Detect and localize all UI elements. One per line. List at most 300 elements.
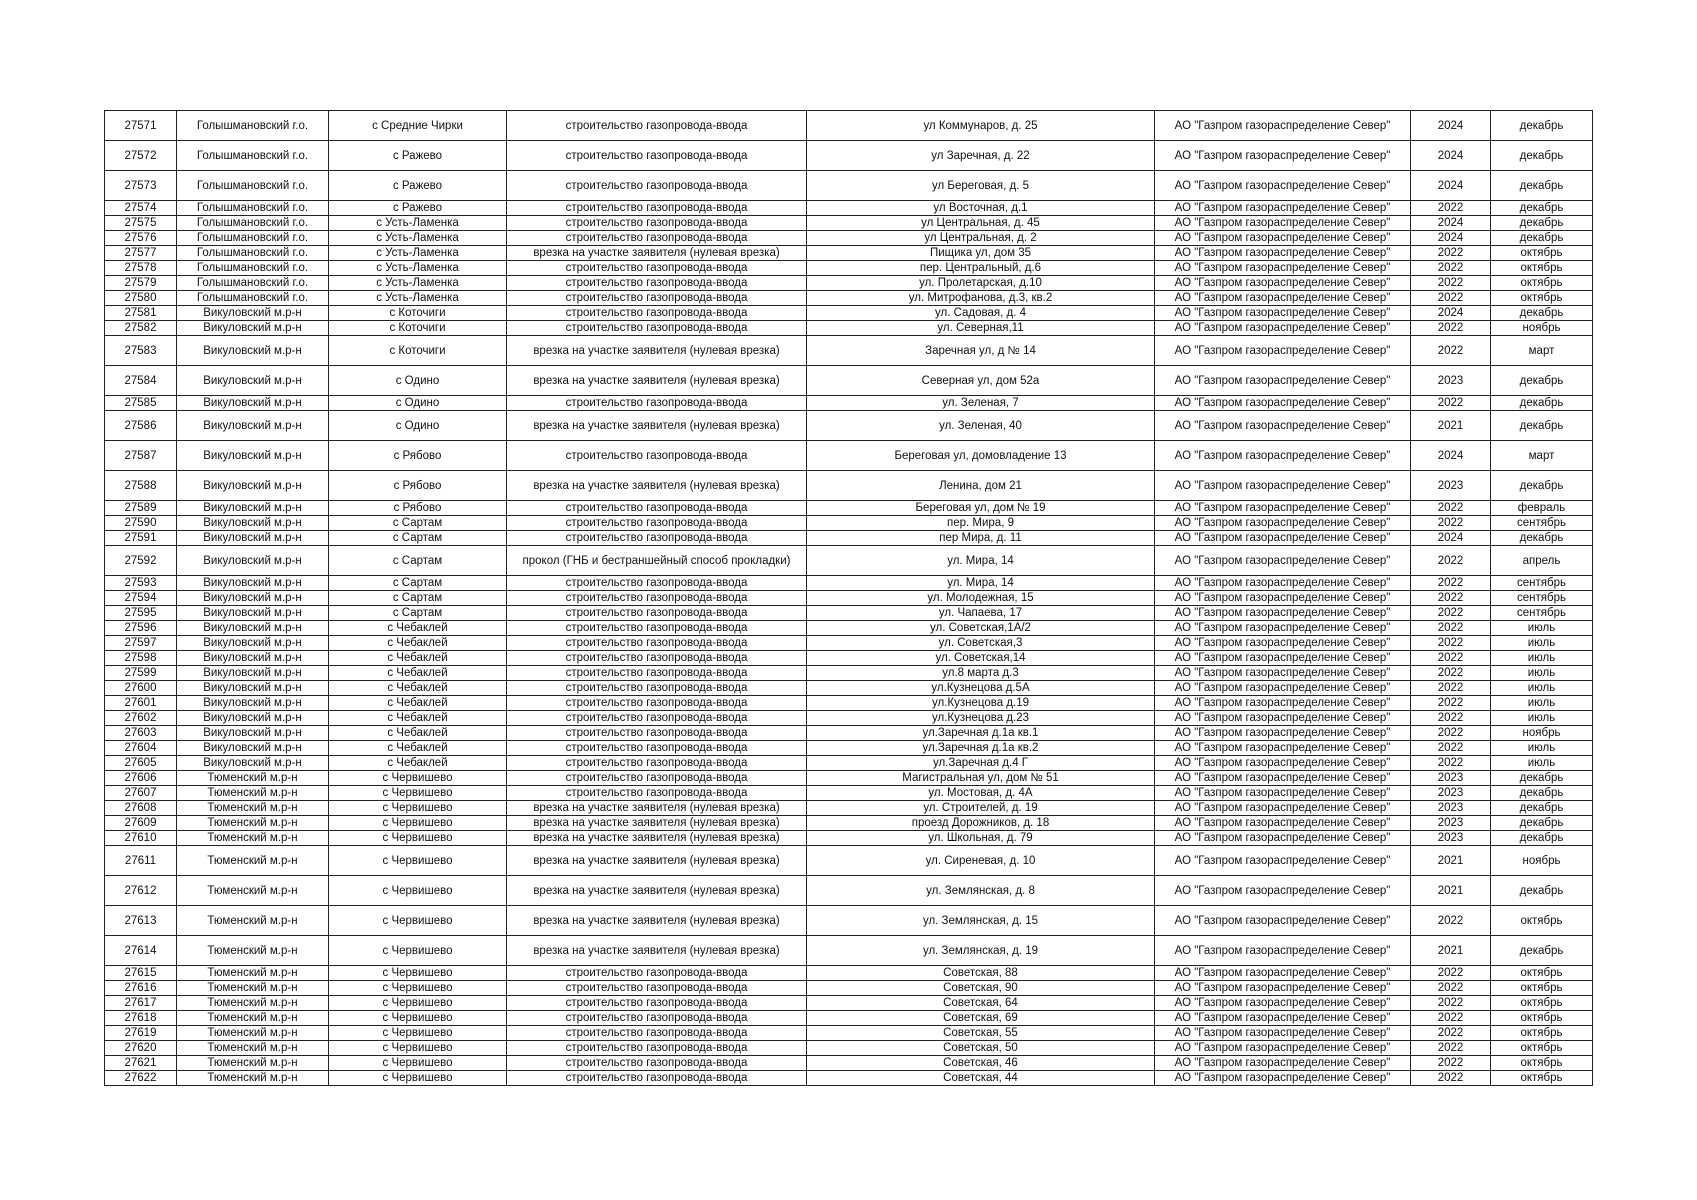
cell-work-type: строительство газопровода-ввода: [507, 741, 807, 756]
cell-settlement: с Червишево: [329, 936, 507, 966]
cell-district: Тюменский м.р-н: [177, 801, 329, 816]
cell-settlement: с Сартам: [329, 576, 507, 591]
cell-address: ул. Пролетарская, д.10: [807, 276, 1155, 291]
cell-district: Голышмановский г.о.: [177, 216, 329, 231]
cell-id: 27620: [105, 1041, 177, 1056]
cell-year: 2022: [1411, 201, 1491, 216]
table-row: [105, 291, 1593, 306]
cell-id: 27602: [105, 711, 177, 726]
table-row: [105, 441, 1593, 471]
cell-month: декабрь: [1491, 396, 1593, 411]
cell-organization: АО "Газпром газораспределение Север": [1155, 171, 1411, 201]
cell-organization: АО "Газпром газораспределение Север": [1155, 681, 1411, 696]
cell-address: ул.Заречная д.4 Г: [807, 756, 1155, 771]
cell-settlement: с Усть-Ламенка: [329, 216, 507, 231]
cell-address: ул.8 марта д.3: [807, 666, 1155, 681]
cell-id: 27587: [105, 441, 177, 471]
cell-address: Советская, 44: [807, 1071, 1155, 1086]
cell-year: 2023: [1411, 831, 1491, 846]
cell-organization: АО "Газпром газораспределение Север": [1155, 216, 1411, 231]
cell-district: Викуловский м.р-н: [177, 516, 329, 531]
cell-id: 27583: [105, 336, 177, 366]
cell-work-type: строительство газопровода-ввода: [507, 1056, 807, 1071]
cell-year: 2022: [1411, 1026, 1491, 1041]
cell-year: 2022: [1411, 651, 1491, 666]
cell-work-type: строительство газопровода-ввода: [507, 636, 807, 651]
cell-district: Голышмановский г.о.: [177, 276, 329, 291]
cell-month: июль: [1491, 711, 1593, 726]
table-row: [105, 741, 1593, 756]
table-row: [105, 606, 1593, 621]
cell-address: ул. Сиреневая, д. 10: [807, 846, 1155, 876]
cell-month: декабрь: [1491, 111, 1593, 141]
cell-year: 2024: [1411, 441, 1491, 471]
cell-work-type: строительство газопровода-ввода: [507, 711, 807, 726]
cell-work-type: строительство газопровода-ввода: [507, 231, 807, 246]
cell-year: 2022: [1411, 336, 1491, 366]
cell-year: 2022: [1411, 516, 1491, 531]
cell-settlement: с Червишево: [329, 1071, 507, 1086]
cell-month: декабрь: [1491, 936, 1593, 966]
cell-settlement: с Червишево: [329, 1011, 507, 1026]
cell-organization: АО "Газпром газораспределение Север": [1155, 651, 1411, 666]
cell-organization: АО "Газпром газораспределение Север": [1155, 546, 1411, 576]
cell-id: 27606: [105, 771, 177, 786]
cell-year: 2022: [1411, 261, 1491, 276]
table-row: [105, 981, 1593, 996]
table-row: [105, 756, 1593, 771]
cell-organization: АО "Газпром газораспределение Север": [1155, 111, 1411, 141]
cell-month: ноябрь: [1491, 846, 1593, 876]
cell-district: Тюменский м.р-н: [177, 816, 329, 831]
cell-settlement: с Червишево: [329, 1056, 507, 1071]
cell-id: 27585: [105, 396, 177, 411]
cell-address: Советская, 69: [807, 1011, 1155, 1026]
cell-organization: АО "Газпром газораспределение Север": [1155, 1011, 1411, 1026]
cell-organization: АО "Газпром газораспределение Север": [1155, 1056, 1411, 1071]
table-row: [105, 231, 1593, 246]
cell-settlement: с Сартам: [329, 546, 507, 576]
cell-work-type: строительство газопровода-ввода: [507, 306, 807, 321]
cell-address: ул. Советская,1А/2: [807, 621, 1155, 636]
cell-organization: АО "Газпром газораспределение Север": [1155, 741, 1411, 756]
cell-address: ул.Кузнецова д.23: [807, 711, 1155, 726]
cell-month: ноябрь: [1491, 321, 1593, 336]
cell-address: ул Восточная, д.1: [807, 201, 1155, 216]
cell-organization: АО "Газпром газораспределение Север": [1155, 816, 1411, 831]
table-row: [105, 171, 1593, 201]
cell-district: Викуловский м.р-н: [177, 396, 329, 411]
cell-district: Викуловский м.р-н: [177, 306, 329, 321]
cell-id: 27612: [105, 876, 177, 906]
cell-year: 2022: [1411, 1041, 1491, 1056]
cell-address: Советская, 55: [807, 1026, 1155, 1041]
cell-organization: АО "Газпром газораспределение Север": [1155, 591, 1411, 606]
cell-work-type: строительство газопровода-ввода: [507, 651, 807, 666]
cell-year: 2022: [1411, 966, 1491, 981]
cell-settlement: с Коточиги: [329, 321, 507, 336]
table-row: [105, 726, 1593, 741]
cell-month: июль: [1491, 666, 1593, 681]
cell-month: февраль: [1491, 501, 1593, 516]
cell-year: 2024: [1411, 216, 1491, 231]
cell-organization: АО "Газпром газораспределение Север": [1155, 771, 1411, 786]
cell-year: 2022: [1411, 501, 1491, 516]
cell-id: 27616: [105, 981, 177, 996]
cell-month: декабрь: [1491, 141, 1593, 171]
cell-settlement: с Рябово: [329, 501, 507, 516]
cell-id: 27610: [105, 831, 177, 846]
cell-address: ул.Заречная д.1а кв.1: [807, 726, 1155, 741]
table-row: [105, 516, 1593, 531]
cell-year: 2022: [1411, 276, 1491, 291]
cell-organization: АО "Газпром газораспределение Север": [1155, 1071, 1411, 1086]
cell-address: ул. Советская,14: [807, 651, 1155, 666]
cell-district: Викуловский м.р-н: [177, 471, 329, 501]
table-row: [105, 636, 1593, 651]
cell-organization: АО "Газпром газораспределение Север": [1155, 366, 1411, 396]
table-row: [105, 336, 1593, 366]
cell-month: июль: [1491, 696, 1593, 711]
cell-month: декабрь: [1491, 531, 1593, 546]
cell-district: Тюменский м.р-н: [177, 831, 329, 846]
cell-settlement: с Чебаклей: [329, 621, 507, 636]
cell-work-type: строительство газопровода-ввода: [507, 756, 807, 771]
table-row: [105, 276, 1593, 291]
cell-settlement: с Одино: [329, 396, 507, 411]
cell-month: декабрь: [1491, 816, 1593, 831]
cell-work-type: строительство газопровода-ввода: [507, 276, 807, 291]
cell-id: 27600: [105, 681, 177, 696]
cell-address: ул Коммунаров, д. 25: [807, 111, 1155, 141]
cell-address: ул. Митрофанова, д.3, кв.2: [807, 291, 1155, 306]
cell-year: 2024: [1411, 171, 1491, 201]
cell-work-type: строительство газопровода-ввода: [507, 261, 807, 276]
cell-month: декабрь: [1491, 876, 1593, 906]
table-row: [105, 996, 1593, 1011]
cell-work-type: врезка на участке заявителя (нулевая врезка): [507, 936, 807, 966]
cell-work-type: врезка на участке заявителя (нулевая врезка): [507, 876, 807, 906]
cell-id: 27571: [105, 111, 177, 141]
cell-year: 2021: [1411, 876, 1491, 906]
cell-organization: АО "Газпром газораспределение Север": [1155, 606, 1411, 621]
cell-id: 27576: [105, 231, 177, 246]
cell-work-type: строительство газопровода-ввода: [507, 1041, 807, 1056]
cell-settlement: с Чебаклей: [329, 696, 507, 711]
cell-address: ул. Мостовая, д. 4А: [807, 786, 1155, 801]
cell-settlement: с Усть-Ламенка: [329, 291, 507, 306]
cell-work-type: прокол (ГНБ и бестраншейный способ прокладки): [507, 546, 807, 576]
cell-settlement: с Червишево: [329, 831, 507, 846]
cell-organization: АО "Газпром газораспределение Север": [1155, 726, 1411, 741]
cell-id: 27572: [105, 141, 177, 171]
cell-id: 27599: [105, 666, 177, 681]
table-row: [105, 1056, 1593, 1071]
cell-year: 2022: [1411, 906, 1491, 936]
cell-settlement: с Червишево: [329, 906, 507, 936]
cell-organization: АО "Газпром газораспределение Север": [1155, 936, 1411, 966]
cell-id: 27617: [105, 996, 177, 1011]
table-body: [105, 111, 1593, 1086]
cell-month: декабрь: [1491, 366, 1593, 396]
cell-id: 27582: [105, 321, 177, 336]
cell-month: октябрь: [1491, 1056, 1593, 1071]
cell-month: декабрь: [1491, 216, 1593, 231]
cell-month: октябрь: [1491, 261, 1593, 276]
table-row: [105, 846, 1593, 876]
cell-settlement: с Рябово: [329, 441, 507, 471]
cell-year: 2022: [1411, 741, 1491, 756]
cell-work-type: строительство газопровода-ввода: [507, 201, 807, 216]
cell-month: октябрь: [1491, 996, 1593, 1011]
cell-organization: АО "Газпром газораспределение Север": [1155, 441, 1411, 471]
cell-address: ул. Землянская, д. 15: [807, 906, 1155, 936]
cell-year: 2022: [1411, 636, 1491, 651]
cell-month: декабрь: [1491, 831, 1593, 846]
cell-district: Викуловский м.р-н: [177, 336, 329, 366]
cell-district: Голышмановский г.о.: [177, 246, 329, 261]
cell-district: Голышмановский г.о.: [177, 201, 329, 216]
cell-settlement: с Усть-Ламенка: [329, 276, 507, 291]
cell-address: Советская, 50: [807, 1041, 1155, 1056]
cell-work-type: врезка на участке заявителя (нулевая врезка): [507, 336, 807, 366]
cell-year: 2022: [1411, 621, 1491, 636]
cell-year: 2022: [1411, 681, 1491, 696]
table-row: [105, 141, 1593, 171]
cell-settlement: с Коточиги: [329, 306, 507, 321]
cell-year: 2023: [1411, 786, 1491, 801]
cell-id: 27601: [105, 696, 177, 711]
cell-id: 27573: [105, 171, 177, 201]
cell-year: 2022: [1411, 591, 1491, 606]
cell-id: 27604: [105, 741, 177, 756]
cell-year: 2022: [1411, 996, 1491, 1011]
cell-district: Викуловский м.р-н: [177, 711, 329, 726]
cell-organization: АО "Газпром газораспределение Север": [1155, 756, 1411, 771]
cell-year: 2022: [1411, 291, 1491, 306]
cell-district: Викуловский м.р-н: [177, 546, 329, 576]
cell-month: март: [1491, 336, 1593, 366]
cell-work-type: строительство газопровода-ввода: [507, 501, 807, 516]
cell-address: ул. Зеленая, 40: [807, 411, 1155, 441]
cell-month: июль: [1491, 756, 1593, 771]
cell-settlement: с Средние Чирки: [329, 111, 507, 141]
cell-organization: АО "Газпром газораспределение Север": [1155, 906, 1411, 936]
cell-month: октябрь: [1491, 291, 1593, 306]
cell-work-type: строительство газопровода-ввода: [507, 966, 807, 981]
cell-settlement: с Чебаклей: [329, 711, 507, 726]
table-row: [105, 906, 1593, 936]
cell-year: 2022: [1411, 1011, 1491, 1026]
cell-address: ул Центральная, д. 45: [807, 216, 1155, 231]
cell-district: Викуловский м.р-н: [177, 666, 329, 681]
cell-organization: АО "Газпром газораспределение Север": [1155, 261, 1411, 276]
cell-settlement: с Сартам: [329, 591, 507, 606]
cell-id: 27605: [105, 756, 177, 771]
cell-id: 27622: [105, 1071, 177, 1086]
cell-district: Викуловский м.р-н: [177, 366, 329, 396]
cell-id: 27607: [105, 786, 177, 801]
table-row: [105, 111, 1593, 141]
cell-organization: АО "Газпром газораспределение Север": [1155, 276, 1411, 291]
cell-work-type: строительство газопровода-ввода: [507, 516, 807, 531]
cell-organization: АО "Газпром газораспределение Север": [1155, 801, 1411, 816]
cell-settlement: с Чебаклей: [329, 726, 507, 741]
cell-settlement: с Червишево: [329, 966, 507, 981]
cell-work-type: строительство газопровода-ввода: [507, 591, 807, 606]
cell-settlement: с Чебаклей: [329, 741, 507, 756]
cell-id: 27621: [105, 1056, 177, 1071]
cell-address: ул.Заречная д.1а кв.2: [807, 741, 1155, 756]
cell-settlement: с Чебаклей: [329, 651, 507, 666]
cell-id: 27577: [105, 246, 177, 261]
cell-organization: АО "Газпром газораспределение Север": [1155, 1026, 1411, 1041]
cell-organization: АО "Газпром газораспределение Север": [1155, 966, 1411, 981]
cell-year: 2023: [1411, 816, 1491, 831]
table-row: [105, 711, 1593, 726]
table-row: [105, 261, 1593, 276]
cell-district: Викуловский м.р-н: [177, 636, 329, 651]
cell-year: 2022: [1411, 981, 1491, 996]
cell-settlement: с Сартам: [329, 606, 507, 621]
cell-district: Викуловский м.р-н: [177, 501, 329, 516]
cell-year: 2023: [1411, 771, 1491, 786]
cell-address: ул. Школьная, д. 79: [807, 831, 1155, 846]
cell-district: Тюменский м.р-н: [177, 786, 329, 801]
cell-year: 2023: [1411, 366, 1491, 396]
cell-address: Магистральная ул, дом № 51: [807, 771, 1155, 786]
cell-organization: АО "Газпром газораспределение Север": [1155, 501, 1411, 516]
cell-settlement: с Чебаклей: [329, 756, 507, 771]
cell-month: декабрь: [1491, 171, 1593, 201]
cell-district: Голышмановский г.о.: [177, 111, 329, 141]
cell-organization: АО "Газпром газораспределение Север": [1155, 291, 1411, 306]
table-row: [105, 801, 1593, 816]
cell-year: 2024: [1411, 531, 1491, 546]
cell-work-type: врезка на участке заявителя (нулевая врезка): [507, 801, 807, 816]
cell-organization: АО "Газпром газораспределение Север": [1155, 711, 1411, 726]
table-row: [105, 696, 1593, 711]
cell-year: 2024: [1411, 306, 1491, 321]
cell-id: 27581: [105, 306, 177, 321]
table-row: [105, 576, 1593, 591]
cell-work-type: врезка на участке заявителя (нулевая врезка): [507, 471, 807, 501]
cell-settlement: с Червишево: [329, 1026, 507, 1041]
cell-id: 27609: [105, 816, 177, 831]
cell-work-type: строительство газопровода-ввода: [507, 606, 807, 621]
cell-work-type: врезка на участке заявителя (нулевая врезка): [507, 846, 807, 876]
cell-organization: АО "Газпром газораспределение Север": [1155, 621, 1411, 636]
cell-district: Тюменский м.р-н: [177, 936, 329, 966]
cell-settlement: с Чебаклей: [329, 681, 507, 696]
cell-month: октябрь: [1491, 1026, 1593, 1041]
cell-year: 2022: [1411, 696, 1491, 711]
cell-district: Викуловский м.р-н: [177, 681, 329, 696]
cell-district: Викуловский м.р-н: [177, 576, 329, 591]
cell-work-type: строительство газопровода-ввода: [507, 171, 807, 201]
cell-year: 2022: [1411, 606, 1491, 621]
cell-year: 2024: [1411, 231, 1491, 246]
cell-address: ул. Садовая, д. 4: [807, 306, 1155, 321]
table-row: [105, 831, 1593, 846]
cell-work-type: строительство газопровода-ввода: [507, 666, 807, 681]
cell-organization: АО "Газпром газораспределение Север": [1155, 201, 1411, 216]
cell-work-type: строительство газопровода-ввода: [507, 321, 807, 336]
cell-district: Викуловский м.р-н: [177, 756, 329, 771]
cell-year: 2022: [1411, 711, 1491, 726]
cell-id: 27590: [105, 516, 177, 531]
cell-district: Голышмановский г.о.: [177, 261, 329, 276]
cell-work-type: строительство газопровода-ввода: [507, 771, 807, 786]
cell-organization: АО "Газпром газораспределение Север": [1155, 846, 1411, 876]
cell-district: Тюменский м.р-н: [177, 966, 329, 981]
cell-organization: АО "Газпром газораспределение Север": [1155, 981, 1411, 996]
cell-month: апрель: [1491, 546, 1593, 576]
cell-year: 2022: [1411, 321, 1491, 336]
cell-work-type: строительство газопровода-ввода: [507, 216, 807, 231]
table-row: [105, 681, 1593, 696]
table-row: [105, 216, 1593, 231]
cell-settlement: с Усть-Ламенка: [329, 246, 507, 261]
cell-month: декабрь: [1491, 201, 1593, 216]
cell-district: Викуловский м.р-н: [177, 591, 329, 606]
table-row: [105, 816, 1593, 831]
cell-work-type: строительство газопровода-ввода: [507, 1011, 807, 1026]
cell-district: Голышмановский г.о.: [177, 141, 329, 171]
cell-month: октябрь: [1491, 276, 1593, 291]
cell-year: 2022: [1411, 666, 1491, 681]
cell-settlement: с Сартам: [329, 531, 507, 546]
cell-address: Ленина, дом 21: [807, 471, 1155, 501]
cell-district: Викуловский м.р-н: [177, 321, 329, 336]
cell-id: 27592: [105, 546, 177, 576]
cell-id: 27615: [105, 966, 177, 981]
cell-work-type: врезка на участке заявителя (нулевая врезка): [507, 366, 807, 396]
cell-month: октябрь: [1491, 906, 1593, 936]
cell-month: декабрь: [1491, 801, 1593, 816]
cell-month: октябрь: [1491, 1011, 1593, 1026]
cell-month: декабрь: [1491, 411, 1593, 441]
cell-year: 2021: [1411, 846, 1491, 876]
cell-address: ул. Землянская, д. 19: [807, 936, 1155, 966]
table-row: [105, 546, 1593, 576]
cell-address: проезд Дорожников, д. 18: [807, 816, 1155, 831]
cell-address: ул Заречная, д. 22: [807, 141, 1155, 171]
cell-id: 27574: [105, 201, 177, 216]
cell-year: 2024: [1411, 141, 1491, 171]
cell-month: июль: [1491, 681, 1593, 696]
table-row: [105, 411, 1593, 441]
cell-work-type: строительство газопровода-ввода: [507, 141, 807, 171]
cell-district: Викуловский м.р-н: [177, 531, 329, 546]
cell-settlement: с Чебаклей: [329, 666, 507, 681]
table-row: [105, 366, 1593, 396]
cell-district: Тюменский м.р-н: [177, 1041, 329, 1056]
cell-organization: АО "Газпром газораспределение Север": [1155, 141, 1411, 171]
cell-district: Викуловский м.р-н: [177, 621, 329, 636]
cell-month: сентябрь: [1491, 591, 1593, 606]
cell-month: октябрь: [1491, 1041, 1593, 1056]
cell-settlement: с Ражево: [329, 201, 507, 216]
cell-settlement: с Чебаклей: [329, 636, 507, 651]
cell-id: 27586: [105, 411, 177, 441]
cell-district: Тюменский м.р-н: [177, 1056, 329, 1071]
cell-work-type: врезка на участке заявителя (нулевая врезка): [507, 831, 807, 846]
cell-year: 2022: [1411, 576, 1491, 591]
cell-id: 27597: [105, 636, 177, 651]
table-row: [105, 306, 1593, 321]
cell-year: 2022: [1411, 246, 1491, 261]
